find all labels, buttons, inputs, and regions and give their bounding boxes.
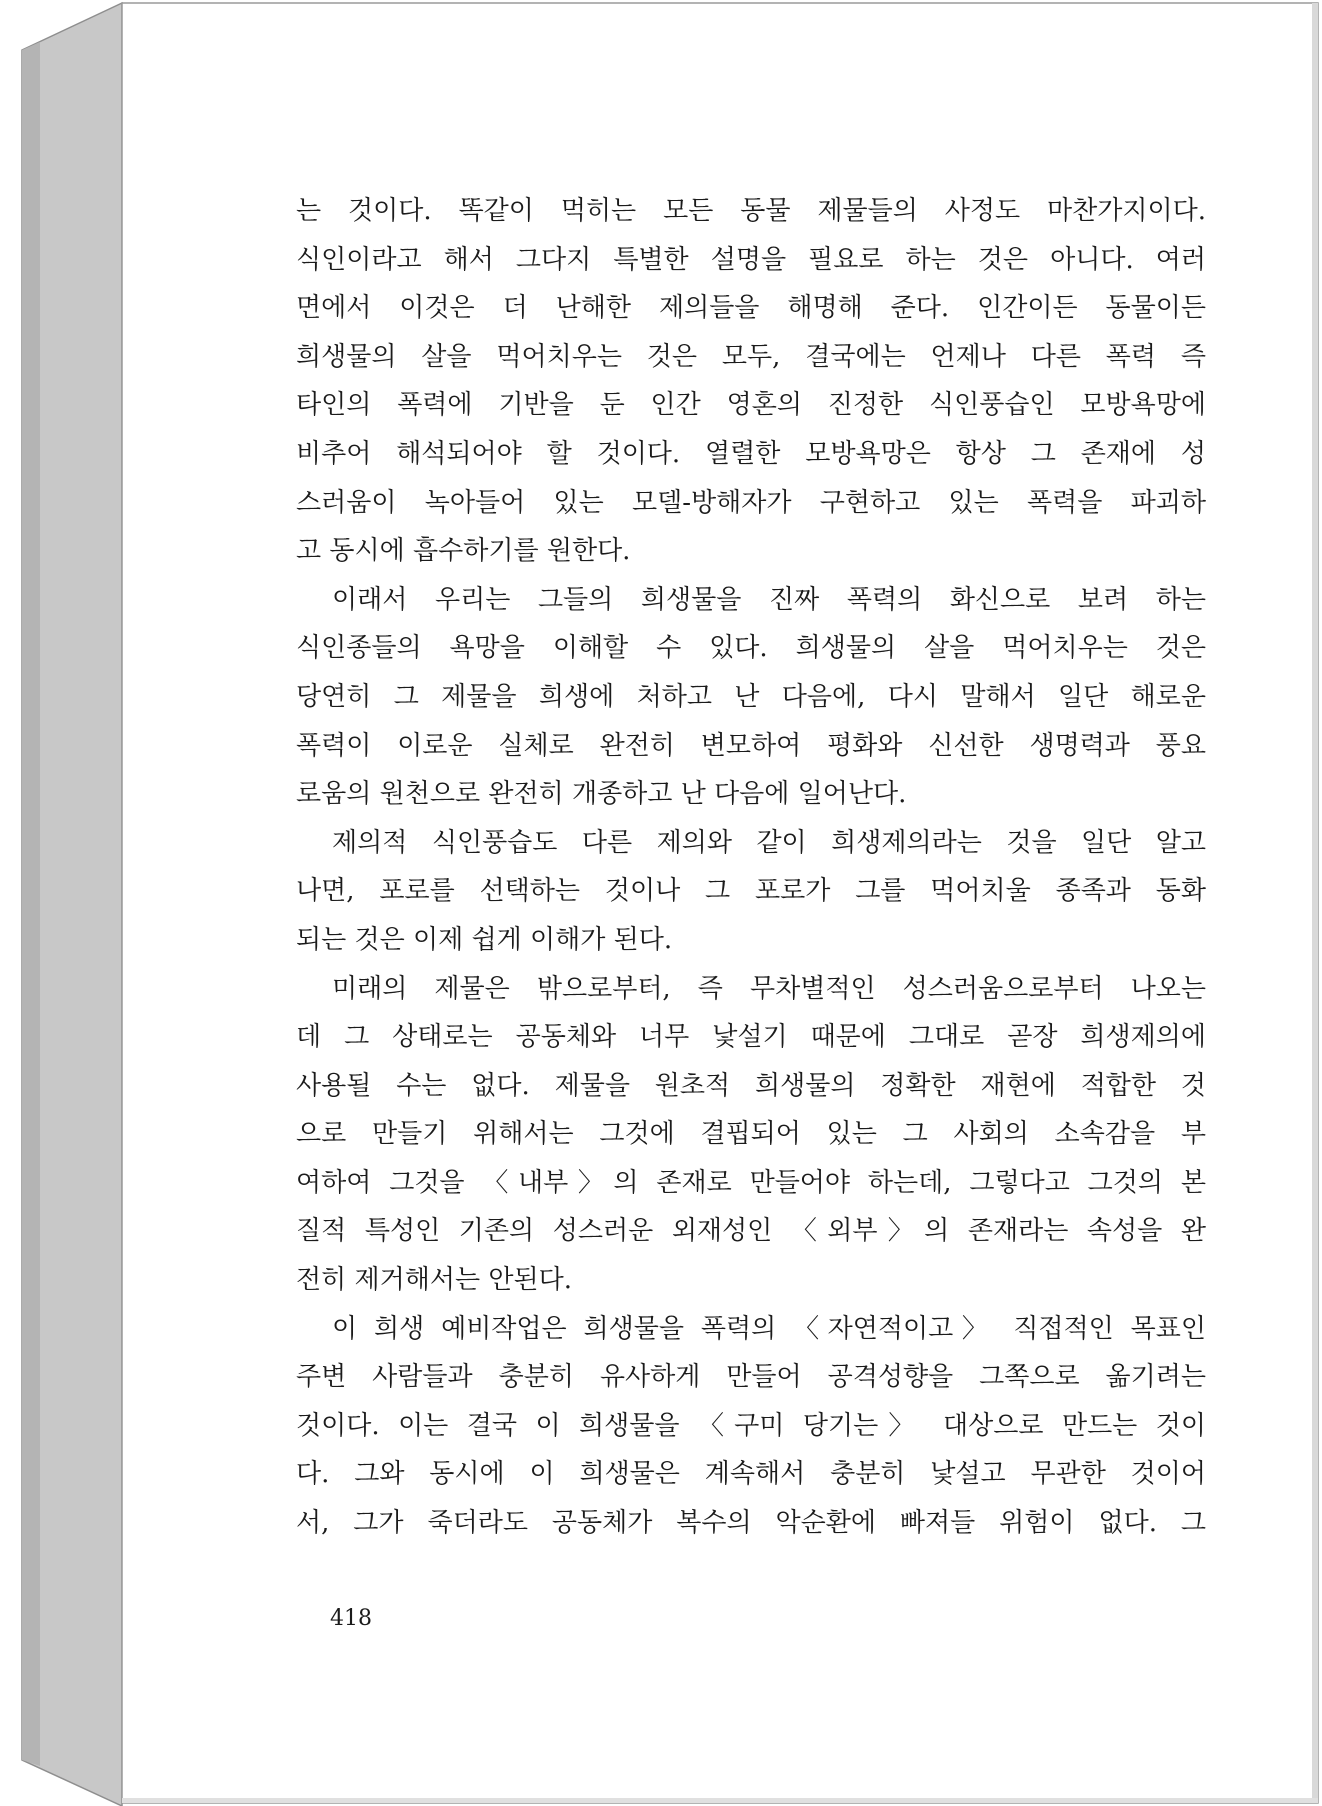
text-line: 데 그 상태로는 공동체와 너무 낯설기 때문에 그대로 곧장 희생제의에 bbox=[296, 1022, 1206, 1053]
paragraph bbox=[296, 187, 1206, 576]
text-line: 서, 그가 죽더라도 공동체가 복수의 악순환에 빠져들 위험이 없다. 그 bbox=[296, 1508, 1206, 1539]
text-line: 이 희생 예비작업은 희생물을 폭력의 〈자연적이고〉 직접적인 목표인 bbox=[332, 1313, 1206, 1344]
text-line: 미래의 제물은 밖으로부터, 즉 무차별적인 성스러움으로부터 나오는 bbox=[332, 973, 1206, 1004]
paragraph bbox=[296, 819, 1206, 965]
page-bottom-shadow bbox=[122, 1798, 1318, 1803]
text-line: 폭력이 이로운 실체로 완전히 변모하여 평화와 신선한 생명력과 풍요 bbox=[296, 730, 1206, 761]
text-line: 타인의 폭력에 기반을 둔 인간 영혼의 진정한 식인풍습인 모방욕망에 bbox=[296, 390, 1206, 421]
text-line: 식인종들의 욕망을 이해할 수 있다. 희생물의 살을 먹어치우는 것은 bbox=[296, 633, 1206, 664]
text-line: 당연히 그 제물을 희생에 처하고 난 다음에, 다시 말해서 일단 해로운 bbox=[296, 681, 1206, 712]
page-edge-shadow bbox=[1312, 3, 1318, 1803]
paragraph bbox=[296, 965, 1206, 1305]
text-line: 로움의 원천으로 완전히 개종하고 난 다음에 일어난다. bbox=[296, 779, 907, 810]
text-line: 여하여 그것을 〈내부〉의 존재로 만들어야 하는데, 그렇다고 그것의 본 bbox=[296, 1167, 1206, 1198]
page-body-text bbox=[296, 187, 1206, 1548]
text-line: 스러움이 녹아들어 있는 모델-방해자가 구현하고 있는 폭력을 파괴하 bbox=[296, 487, 1206, 518]
text-line: 질적 특성인 기존의 성스러운 외재성인 〈외부〉의 존재라는 속성을 완 bbox=[296, 1216, 1206, 1247]
paragraph bbox=[296, 1305, 1206, 1548]
text-line: 고 동시에 흡수하기를 원한다. bbox=[296, 536, 631, 567]
text-line: 되는 것은 이제 쉽게 이해가 된다. bbox=[296, 924, 673, 955]
text-line: 다. 그와 동시에 이 희생물은 계속해서 충분히 낯설고 무관한 것이어 bbox=[296, 1459, 1206, 1490]
text-line: 주변 사람들과 충분히 유사하게 만들어 공격성향을 그쪽으로 옮기려는 bbox=[296, 1362, 1206, 1393]
text-line: 전히 제거해서는 안된다. bbox=[296, 1265, 572, 1296]
text-line: 나면, 포로를 선택하는 것이나 그 포로가 그를 먹어치울 종족과 동화 bbox=[296, 876, 1206, 907]
page-number: 418 bbox=[330, 1606, 372, 1631]
text-line: 이래서 우리는 그들의 희생물을 진짜 폭력의 화신으로 보려 하는 bbox=[332, 584, 1206, 615]
paragraph bbox=[296, 576, 1206, 819]
text-line: 사용될 수는 없다. 제물을 원초적 희생물의 정확한 재현에 적합한 것 bbox=[296, 1070, 1206, 1101]
text-line: 식인이라고 해서 그다지 특별한 설명을 필요로 하는 것은 아니다. 여러 bbox=[296, 244, 1206, 275]
text-line: 것이다. 이는 결국 이 희생물을 〈구미 당기는〉 대상으로 만드는 것이 bbox=[296, 1410, 1206, 1441]
text-line: 희생물의 살을 먹어치우는 것은 모두, 결국에는 언제나 다른 폭력 즉 bbox=[296, 341, 1206, 372]
book-spine-shade bbox=[22, 42, 40, 1766]
text-line: 비추어 해석되어야 할 것이다. 열렬한 모방욕망은 항상 그 존재에 성 bbox=[296, 438, 1206, 469]
text-line: 제의적 식인풍습도 다른 제의와 같이 희생제의라는 것을 일단 알고 bbox=[332, 827, 1206, 858]
text-line: 으로 만들기 위해서는 그것에 결핍되어 있는 그 사회의 소속감을 부 bbox=[296, 1119, 1206, 1150]
text-line: 면에서 이것은 더 난해한 제의들을 해명해 준다. 인간이든 동물이든 bbox=[296, 293, 1206, 324]
text-line: 는 것이다. 똑같이 먹히는 모든 동물 제물들의 사정도 마찬가지이다. bbox=[296, 196, 1206, 226]
